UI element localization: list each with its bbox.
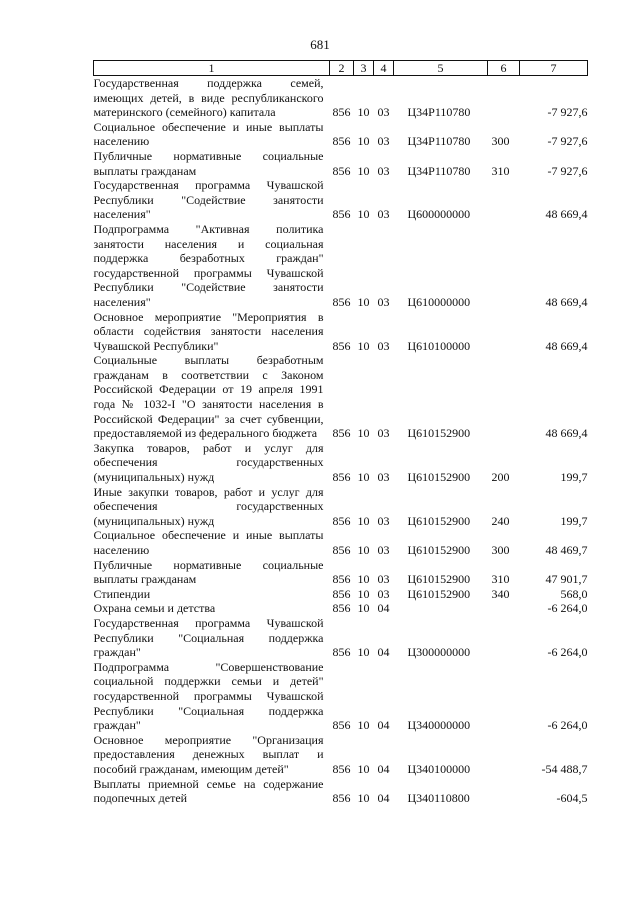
row-subsection-cell: 03 [377,163,390,178]
row-target-code-cell: Ц340000000 [407,718,471,733]
row-grbs-cell: 856 [332,543,351,557]
table-row [94,310,588,354]
row-target-code-cell: Ц610152900 [407,543,471,557]
row-subsection-cell: 03 [377,105,390,120]
row-subsection-cell: 04 [377,791,390,806]
row-section-cell: 10 [357,163,370,178]
row-grbs-cell: 856 [332,134,351,149]
row-subsection-cell: 03 [377,426,390,441]
row-grbs-cell: 856 [332,761,351,776]
row-subsection-cell: 03 [377,586,390,601]
row-target-code-cell: Ц600000000 [407,207,471,222]
row-section-cell: 10 [357,426,370,441]
row-name-cell: Государственная программа Чувашской Республики "Социальная поддержка граждан" [93,615,324,660]
row-target-code-cell: Ц610100000 [407,338,471,353]
row-expense-type-cell [488,222,520,310]
column-header: 3 [354,61,374,76]
row-name-cell: Социальные выплаты безработным гражданам в соответствии с Законом Российской Федерации от 19 апреля 1991 года № 1032-I "О занятости населения в Российской Федерации" за счет субвенции, предоставляемой из федерального бюджета [93,353,324,441]
row-subsection-cell: 04 [377,645,390,660]
row-amount-cell: 47 901,7 [545,572,588,587]
row-expense-type-cell [488,76,520,120]
table-row [94,616,588,660]
row-expense-type-cell [488,616,520,660]
column-header: 7 [520,61,588,76]
column-header: 4 [374,61,394,76]
row-subsection-cell: 03 [377,207,390,222]
row-subsection-cell: 03 [377,543,390,557]
row-expense-type-cell [488,353,520,441]
row-target-code-cell: Ц34Р110780 [407,134,471,149]
row-name-cell: Социальное обеспечение и иные выплаты населению [93,119,324,149]
row-amount-cell: 199,7 [560,513,588,528]
row-name-cell: Подпрограмма "Активная политика занятости населения и социальная поддержка безработных граждан" государственной программы Чувашской Республики "Содействие занятости населения" [93,221,324,309]
row-section-cell: 10 [357,572,370,587]
row-grbs-cell: 856 [332,586,351,601]
table-row [94,222,588,310]
row-section-cell: 10 [357,134,370,149]
table-row [94,660,588,733]
row-section-cell: 10 [357,543,370,557]
table-row [94,587,588,602]
row-grbs-cell: 856 [332,791,351,806]
table-row [94,120,588,149]
row-grbs-cell: 856 [332,645,351,660]
row-name-cell: Иные закупки товаров, работ и услуг для обеспечения государственных (муниципальных) нужд [93,484,324,528]
row-target-code-cell: Ц340100000 [407,761,471,776]
row-grbs-cell: 856 [332,470,351,485]
row-grbs-cell: 856 [332,601,351,616]
row-section-cell: 10 [357,791,370,806]
row-name-cell: Подпрограмма "Совершенствование социальной поддержки семьи и детей" государственной программы Чувашской Республики "Социальная поддержка граждан" [93,659,324,733]
row-amount-cell: -604,5 [556,791,588,806]
row-section-cell: 10 [357,105,370,120]
row-subsection-cell: 04 [377,718,390,733]
row-amount-cell: 48 669,4 [545,207,588,222]
row-name-cell: Социальное обеспечение и иные выплаты населению [93,528,324,557]
row-section-cell: 10 [357,586,370,601]
row-expense-type-cell: 340 [491,586,510,601]
row-amount-cell: -54 488,7 [541,761,588,776]
row-amount-cell: 48 669,4 [545,338,588,353]
table-row [94,485,588,529]
column-header: 1 [94,61,330,76]
table-row [94,178,588,222]
row-amount-cell: 48 669,4 [545,426,588,441]
row-expense-type-cell: 310 [491,163,510,178]
table-row [94,558,588,587]
row-section-cell: 10 [357,470,370,485]
row-subsection-cell: 03 [377,294,390,309]
row-subsection-cell: 03 [377,470,390,485]
row-section-cell: 10 [357,294,370,309]
row-name-cell: Государственная программа Чувашской Республики "Содействие занятости населения" [93,178,324,222]
row-name-cell: Закупка товаров, работ и услуг для обеспечения государственных (муниципальных) нужд [93,440,324,485]
row-grbs-cell: 856 [332,207,351,222]
row-expense-type-cell: 240 [491,513,510,528]
row-expense-type-cell: 300 [491,134,510,149]
row-target-code-cell: Ц610152900 [407,572,471,587]
row-expense-type-cell: 310 [491,572,510,587]
row-expense-type-cell [488,601,520,616]
table-row [94,528,588,557]
row-target-code-cell: Ц610152900 [407,470,471,485]
row-target-code-cell: Ц300000000 [407,645,471,660]
table-row [94,777,588,806]
row-name-cell: Выплаты приемной семье на содержание подопечных детей [93,776,324,806]
column-header: 6 [488,61,520,76]
row-grbs-cell: 856 [332,163,351,178]
row-name-cell: Основное мероприятие "Организация предоставления денежных выплат и пособий гражданам, имеющим детей" [93,732,324,776]
row-expense-type-cell [488,178,520,222]
row-subsection-cell: 04 [377,601,390,616]
row-amount-cell: 48 469,7 [545,543,588,557]
row-amount-cell: -6 264,0 [547,601,588,616]
row-expense-type-cell: 200 [491,470,510,485]
budget-table [93,60,588,806]
table-row [94,149,588,178]
row-grbs-cell: 856 [332,105,351,120]
row-target-code-cell: Ц340110800 [407,791,470,806]
row-section-cell: 10 [357,761,370,776]
table-row [94,353,588,441]
row-amount-cell: -6 264,0 [547,718,588,733]
row-section-cell: 10 [357,513,370,528]
row-amount-cell: -7 927,6 [547,105,588,120]
row-grbs-cell: 856 [332,294,351,309]
row-section-cell: 10 [357,207,370,222]
row-amount-cell: 48 669,4 [545,294,588,309]
row-amount-cell: 568,0 [560,586,588,601]
row-name-cell: Государственная поддержка семей, имеющих детей, в виде республиканского материнского (семейного) капитала [93,76,324,120]
row-amount-cell: 199,7 [560,470,588,485]
row-target-code-cell [394,601,488,616]
table-row [94,601,588,616]
row-section-cell: 10 [357,718,370,733]
row-name-cell: Публичные нормативные социальные выплаты гражданам [93,148,324,178]
row-target-code-cell: Ц610152900 [407,426,471,441]
row-section-cell: 10 [357,338,370,353]
table-row [94,441,588,485]
row-grbs-cell: 856 [332,513,351,528]
row-target-code-cell: Ц610000000 [407,294,471,309]
page-number: 681 [310,37,330,52]
column-header: 5 [394,61,488,76]
row-subsection-cell: 03 [377,513,390,528]
table-row [94,76,588,120]
row-amount-cell: -7 927,6 [547,134,588,149]
column-header: 2 [330,61,354,76]
row-section-cell: 10 [357,645,370,660]
row-section-cell: 10 [357,601,370,616]
row-name-cell: Стипендии [93,586,151,601]
row-subsection-cell: 03 [377,572,390,587]
row-amount-cell: -7 927,6 [547,163,588,178]
row-expense-type-cell [488,660,520,733]
row-grbs-cell: 856 [332,572,351,587]
column-header-row [94,61,588,76]
table-row [94,733,588,777]
row-name-cell: Охрана семьи и детства [93,601,216,616]
row-target-code-cell: Ц34Р110780 [407,105,471,120]
row-target-code-cell: Ц610152900 [407,513,471,528]
row-subsection-cell: 03 [377,338,390,353]
row-grbs-cell: 856 [332,426,351,441]
row-amount-cell: -6 264,0 [547,645,588,660]
row-grbs-cell: 856 [332,718,351,733]
row-expense-type-cell [488,310,520,354]
row-subsection-cell: 04 [377,761,390,776]
row-name-cell: Основное мероприятие "Мероприятия в области содействия занятости населения Чувашской Республики" [93,309,324,353]
row-subsection-cell: 03 [377,134,390,149]
row-name-cell: Публичные нормативные социальные выплаты гражданам [93,557,324,587]
row-expense-type-cell: 300 [491,543,510,557]
row-expense-type-cell [488,733,520,777]
row-target-code-cell: Ц610152900 [407,586,471,601]
row-expense-type-cell [488,777,520,806]
row-grbs-cell: 856 [332,338,351,353]
row-target-code-cell: Ц34Р110780 [407,163,471,178]
